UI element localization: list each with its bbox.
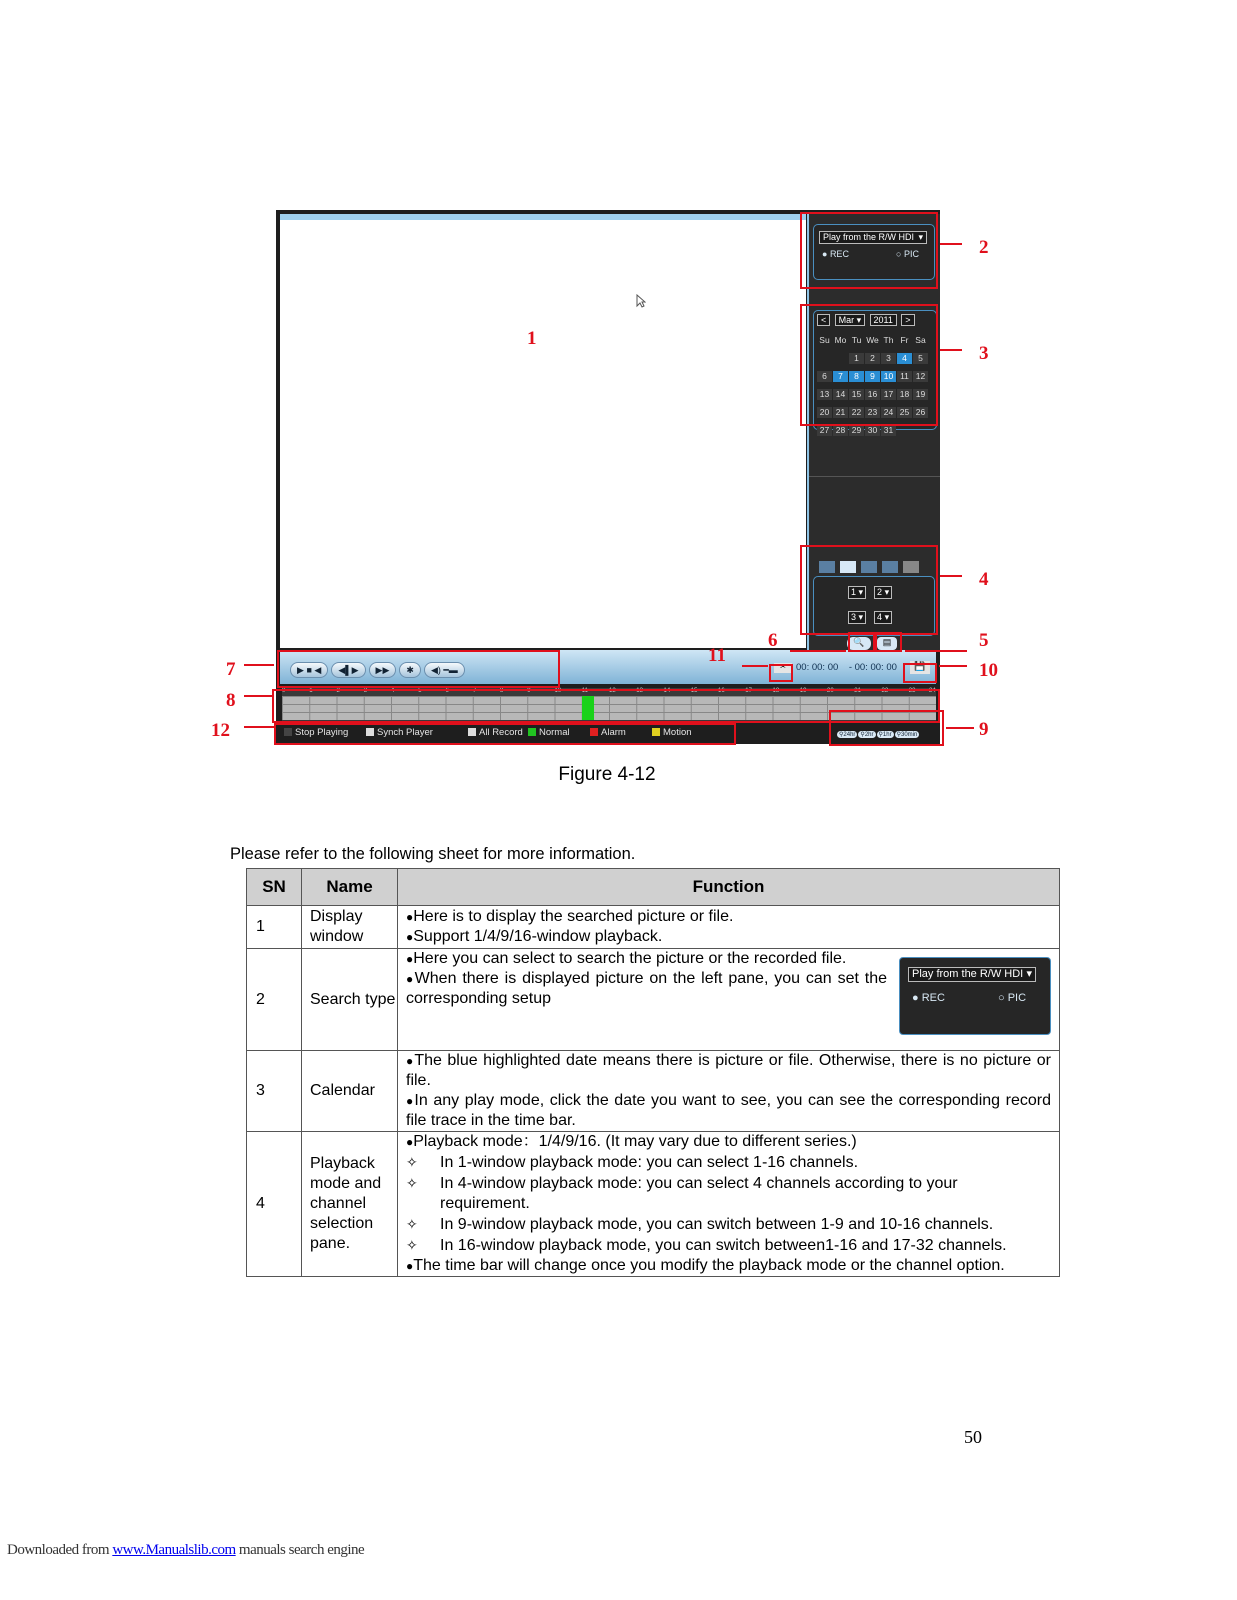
calendar-day[interactable]: 26 xyxy=(913,407,928,418)
calendar-day[interactable]: 24 xyxy=(881,407,896,418)
channel-value: 4 xyxy=(877,612,883,622)
callout-line xyxy=(742,665,768,667)
chevron-down-icon: ▾ xyxy=(918,232,923,242)
cell-function xyxy=(398,906,1060,949)
callout-line xyxy=(244,726,274,728)
camera-icon: ✱ xyxy=(406,665,414,675)
calendar-day[interactable]: 25 xyxy=(897,407,912,418)
zoom-label: 1hr xyxy=(882,732,892,738)
hour-tick-label: 4 xyxy=(391,688,395,694)
callout-line xyxy=(244,695,272,697)
hour-tick-label: 0 xyxy=(282,688,286,694)
search-type-inset xyxy=(899,957,1051,1035)
search-type-dropdown[interactable] xyxy=(908,967,1036,982)
callout-box-10 xyxy=(903,663,937,683)
cell-name: Playback mode and channel selection pane. xyxy=(302,1132,398,1277)
sub-bullet-text: ✧ In 9-window playback mode, you can switch between 1-9 and 10-16 channels. xyxy=(406,1214,1051,1235)
table-row xyxy=(247,1051,1060,1132)
calendar-day[interactable]: 5 xyxy=(913,353,928,364)
hour-tick-label: 12 xyxy=(609,688,616,694)
mouse-cursor-icon xyxy=(636,294,646,308)
table-header-row xyxy=(247,869,1060,906)
cell-sn: 1 xyxy=(247,906,302,949)
calendar-year-select[interactable]: 2011 xyxy=(870,314,897,326)
display-window[interactable] xyxy=(280,214,806,648)
cell-sn: 4 xyxy=(247,1132,302,1277)
list-icon: ▤ xyxy=(882,637,892,647)
radio-pic[interactable]: ○ PIC xyxy=(998,992,1027,1004)
callout-3: 3 xyxy=(979,343,989,364)
cell-function xyxy=(398,1051,1060,1132)
stop-playing-label: Stop Playing xyxy=(295,727,349,738)
chevron-down-icon: ▾ xyxy=(1026,968,1032,980)
time-start[interactable]: 00: 00: 00 xyxy=(796,662,839,673)
normal-label: Normal xyxy=(539,727,570,738)
channel-value: 1 xyxy=(851,587,857,597)
hour-tick-label: 14 xyxy=(663,688,671,694)
footer-prefix: Downloaded from xyxy=(7,1542,113,1558)
motion-label: Motion xyxy=(663,727,692,738)
bullet-text: ● Here you can select to search the picture or the recorded file. xyxy=(406,949,1051,969)
radio-pic-label: PIC xyxy=(1007,992,1027,1004)
time-range xyxy=(796,662,897,673)
calendar-day[interactable]: 6 xyxy=(817,371,832,382)
hour-tick-label: 17 xyxy=(745,688,752,694)
search-icon: 🔍 xyxy=(853,637,865,647)
calendar-day[interactable]: 12 xyxy=(913,371,928,382)
callout-line xyxy=(244,664,274,666)
hour-tick-label: 20 xyxy=(827,688,834,694)
zoom-icon: ⚲ xyxy=(878,732,883,738)
callout-line xyxy=(940,243,962,245)
channel-select-2[interactable]: 2 ▾ xyxy=(874,586,892,599)
hour-tick-label: 18 xyxy=(772,688,780,694)
cell-function xyxy=(398,1132,1060,1277)
calendar-day[interactable]: 20 xyxy=(817,407,832,418)
cell-name: Search type xyxy=(302,949,398,1051)
callout-7: 7 xyxy=(226,659,236,680)
header-name: Name xyxy=(302,869,398,906)
bullet-text: ● The blue highlighted date means there is picture or file. Otherwise, there is no picture or file. xyxy=(406,1051,1051,1091)
calendar-day[interactable]: 29 xyxy=(849,425,864,436)
calendar-day[interactable]: 14 xyxy=(833,389,848,400)
alarm-label: Alarm xyxy=(601,727,626,738)
volume-icon: ◀) xyxy=(430,665,441,675)
zoom-icon: ⚲ xyxy=(860,732,865,738)
callout-11: 11 xyxy=(708,645,726,666)
radio-rec-label: REC xyxy=(921,992,945,1004)
cell-function xyxy=(398,949,1060,1051)
callout-box-3 xyxy=(800,304,938,426)
footer-link[interactable]: www.Manualslib.com xyxy=(112,1542,236,1558)
sub-bullet-text: ✧ In 4-window playback mode: you can select 4 channels according to your requirement. xyxy=(406,1173,1051,1214)
bullet-text: ● When there is displayed picture on the left pane, you can set the corresponding setup xyxy=(406,969,1051,1009)
hour-tick-label: 9 xyxy=(527,688,531,694)
callout-8: 8 xyxy=(226,690,236,711)
calendar-weekday: Mo xyxy=(834,335,847,345)
header-function: Function xyxy=(398,869,1060,906)
channel-select-3[interactable]: 3 ▾ xyxy=(848,611,866,624)
zoom-icon: ⚲ xyxy=(839,732,844,738)
page-number: 50 xyxy=(964,1427,982,1447)
callout-10: 10 xyxy=(979,660,998,681)
callout-line xyxy=(940,575,962,577)
calendar-day[interactable]: 7 xyxy=(833,371,848,382)
header-sn: SN xyxy=(247,869,302,906)
calendar-day[interactable]: 8 xyxy=(849,371,864,382)
radio-pic[interactable]: ○ PIC xyxy=(896,249,919,259)
channel-select-4[interactable]: 4 ▾ xyxy=(874,611,892,624)
sub-bullet-text: ✧ In 1-window playback mode: you can select 1-16 channels. xyxy=(406,1152,1051,1173)
callout-line xyxy=(940,349,962,351)
clip-icon: ✂ xyxy=(780,664,786,671)
hour-tick-label: 13 xyxy=(636,688,643,694)
calendar-day[interactable]: 13 xyxy=(817,389,832,400)
footer xyxy=(7,1542,364,1559)
channel-value: 2 xyxy=(877,587,883,597)
calendar-weekday: Fr xyxy=(900,335,909,345)
bullet-text: ● Support 1/4/9/16-window playback. xyxy=(406,927,1051,947)
radio-rec-label: REC xyxy=(829,249,849,259)
calendar-day[interactable]: 23 xyxy=(865,407,880,418)
bullet-text: ● Playback mode：1/4/9/16. (It may vary due to different series.) xyxy=(406,1132,1051,1152)
hour-tick-label: 23 xyxy=(908,688,916,694)
radio-rec[interactable]: ● REC xyxy=(822,249,849,259)
save-icon: 💾 xyxy=(914,661,926,671)
channel-select-1[interactable]: 1 ▾ xyxy=(848,586,866,599)
stop-icon: ■ xyxy=(306,665,312,675)
callout-box-5 xyxy=(875,632,902,652)
calendar-month: Mar xyxy=(838,315,855,325)
calendar-day[interactable]: 10 xyxy=(881,371,896,382)
hour-tick-label: 15 xyxy=(690,688,698,694)
hour-tick-label: 3 xyxy=(363,688,368,694)
callout-line xyxy=(939,665,967,667)
calendar-day[interactable]: 28 xyxy=(833,425,848,436)
bullet-text: ● Here is to display the searched picture or file. xyxy=(406,907,1051,927)
calendar-day[interactable]: 27 xyxy=(817,425,832,436)
backward-icon: ◀ xyxy=(314,665,322,675)
callout-1: 1 xyxy=(527,328,537,349)
hour-tick-label: 5 xyxy=(418,688,422,694)
callout-2: 2 xyxy=(979,237,989,258)
callout-box-12 xyxy=(274,723,736,745)
figure-caption: Figure 4-12 xyxy=(558,764,656,785)
calendar-day[interactable]: 21 xyxy=(833,407,848,418)
callout-box-4 xyxy=(800,545,938,635)
calendar-next-button[interactable]: > xyxy=(901,314,914,326)
radio-pic-label: PIC xyxy=(903,249,919,259)
sub-bullet-text: ✧ In 16-window playback mode, you can switch between1-16 and 17-32 channels. xyxy=(406,1235,1051,1256)
hour-tick-label: 22 xyxy=(881,688,889,694)
calendar-weekday: Tu xyxy=(851,335,862,345)
table-row xyxy=(247,1132,1060,1277)
footer-suffix: manuals search engine xyxy=(235,1542,365,1558)
calendar-day[interactable]: 4 xyxy=(897,353,912,364)
calendar-month-select[interactable]: Mar ▾ xyxy=(835,314,866,326)
callout-line xyxy=(905,650,967,652)
callout-box-11 xyxy=(769,664,793,682)
fast-forward-icon: ▶▶ xyxy=(375,665,390,675)
callout-box-7 xyxy=(277,650,560,688)
hour-tick-label: 6 xyxy=(445,688,449,694)
calendar-day[interactable]: 11 xyxy=(897,371,912,382)
calendar-day[interactable]: 18 xyxy=(897,389,912,400)
hour-tick-label: 7 xyxy=(472,688,477,694)
hour-tick-label: 11 xyxy=(581,688,588,694)
slow-play-icon: ◀▌▶ xyxy=(338,665,359,675)
callout-box-2 xyxy=(800,212,938,289)
zoom-label: 30min xyxy=(900,732,918,738)
calendar-day[interactable]: 19 xyxy=(913,389,928,400)
time-end[interactable]: - 00: 00: 00 xyxy=(848,662,897,673)
calendar-day[interactable]: 31 xyxy=(881,425,896,436)
zoom-icon: ⚲ xyxy=(896,732,901,738)
search-type-value: Play from the R/W HDI xyxy=(823,232,915,242)
callout-line xyxy=(946,727,974,729)
calendar-day[interactable]: 2 xyxy=(865,353,880,364)
calendar-weekday: Sa xyxy=(915,335,926,345)
callout-box-6 xyxy=(848,632,875,652)
hour-tick-label: 16 xyxy=(718,688,725,694)
calendar-day[interactable]: 16 xyxy=(865,389,880,400)
table-row xyxy=(247,949,1060,1051)
synch-player-label: Synch Player xyxy=(377,727,433,738)
calendar-day[interactable]: 1 xyxy=(849,353,864,364)
zoom-label: 24hr xyxy=(843,732,856,738)
calendar-day[interactable]: 9 xyxy=(865,371,880,382)
hour-tick-label: 21 xyxy=(854,688,861,694)
calendar-prev-button[interactable]: < xyxy=(817,314,830,326)
callout-9: 9 xyxy=(979,719,989,740)
calendar-day[interactable]: 30 xyxy=(865,425,880,436)
table-row xyxy=(247,906,1060,949)
calendar-weekday: We xyxy=(866,335,879,345)
callout-6: 6 xyxy=(768,630,778,651)
radio-rec[interactable]: ● REC xyxy=(912,992,945,1004)
cell-name: Display window xyxy=(302,906,398,949)
hour-tick-label: 19 xyxy=(799,688,807,694)
all-record-label: All Record xyxy=(479,727,523,738)
calendar-day[interactable]: 22 xyxy=(849,407,864,418)
cell-sn: 3 xyxy=(247,1051,302,1132)
calendar-day[interactable]: 3 xyxy=(881,353,896,364)
bullet-text: ● The time bar will change once you modify the playback mode or the channel option. xyxy=(406,1256,1051,1276)
hour-tick-label: 8 xyxy=(500,688,504,694)
calendar-day[interactable]: 17 xyxy=(881,389,896,400)
callout-box-9 xyxy=(829,710,944,746)
callout-12: 12 xyxy=(211,720,230,741)
callout-line xyxy=(790,650,846,652)
bullet-text: ● In any play mode, click the date you want to see, you can see the corresponding record file trace in the time bar. xyxy=(406,1091,1051,1131)
divider xyxy=(809,476,940,477)
cell-sn: 2 xyxy=(247,949,302,1051)
cell-name: Calendar xyxy=(302,1051,398,1132)
hour-tick-label: 24 xyxy=(929,688,936,694)
hour-tick-label: 1 xyxy=(309,688,313,694)
play-icon: ▶ xyxy=(297,665,304,675)
channel-value: 3 xyxy=(851,612,857,622)
volume-control[interactable]: ◀) ━▬ xyxy=(424,662,465,678)
intro-text: Please refer to the following sheet for more information. xyxy=(230,845,636,863)
callout-5: 5 xyxy=(979,630,989,651)
callout-4: 4 xyxy=(979,569,989,590)
calendar-day[interactable]: 15 xyxy=(849,389,864,400)
calendar-weekday: Su xyxy=(819,335,830,345)
search-type-value: Play from the R/W HDI xyxy=(912,968,1024,980)
info-table xyxy=(246,868,1060,1277)
zoom-label: 2hr xyxy=(864,732,874,738)
hour-tick-label: 10 xyxy=(554,688,562,694)
calendar-weekday: Th xyxy=(883,335,894,345)
hour-tick-label: 2 xyxy=(336,688,340,694)
